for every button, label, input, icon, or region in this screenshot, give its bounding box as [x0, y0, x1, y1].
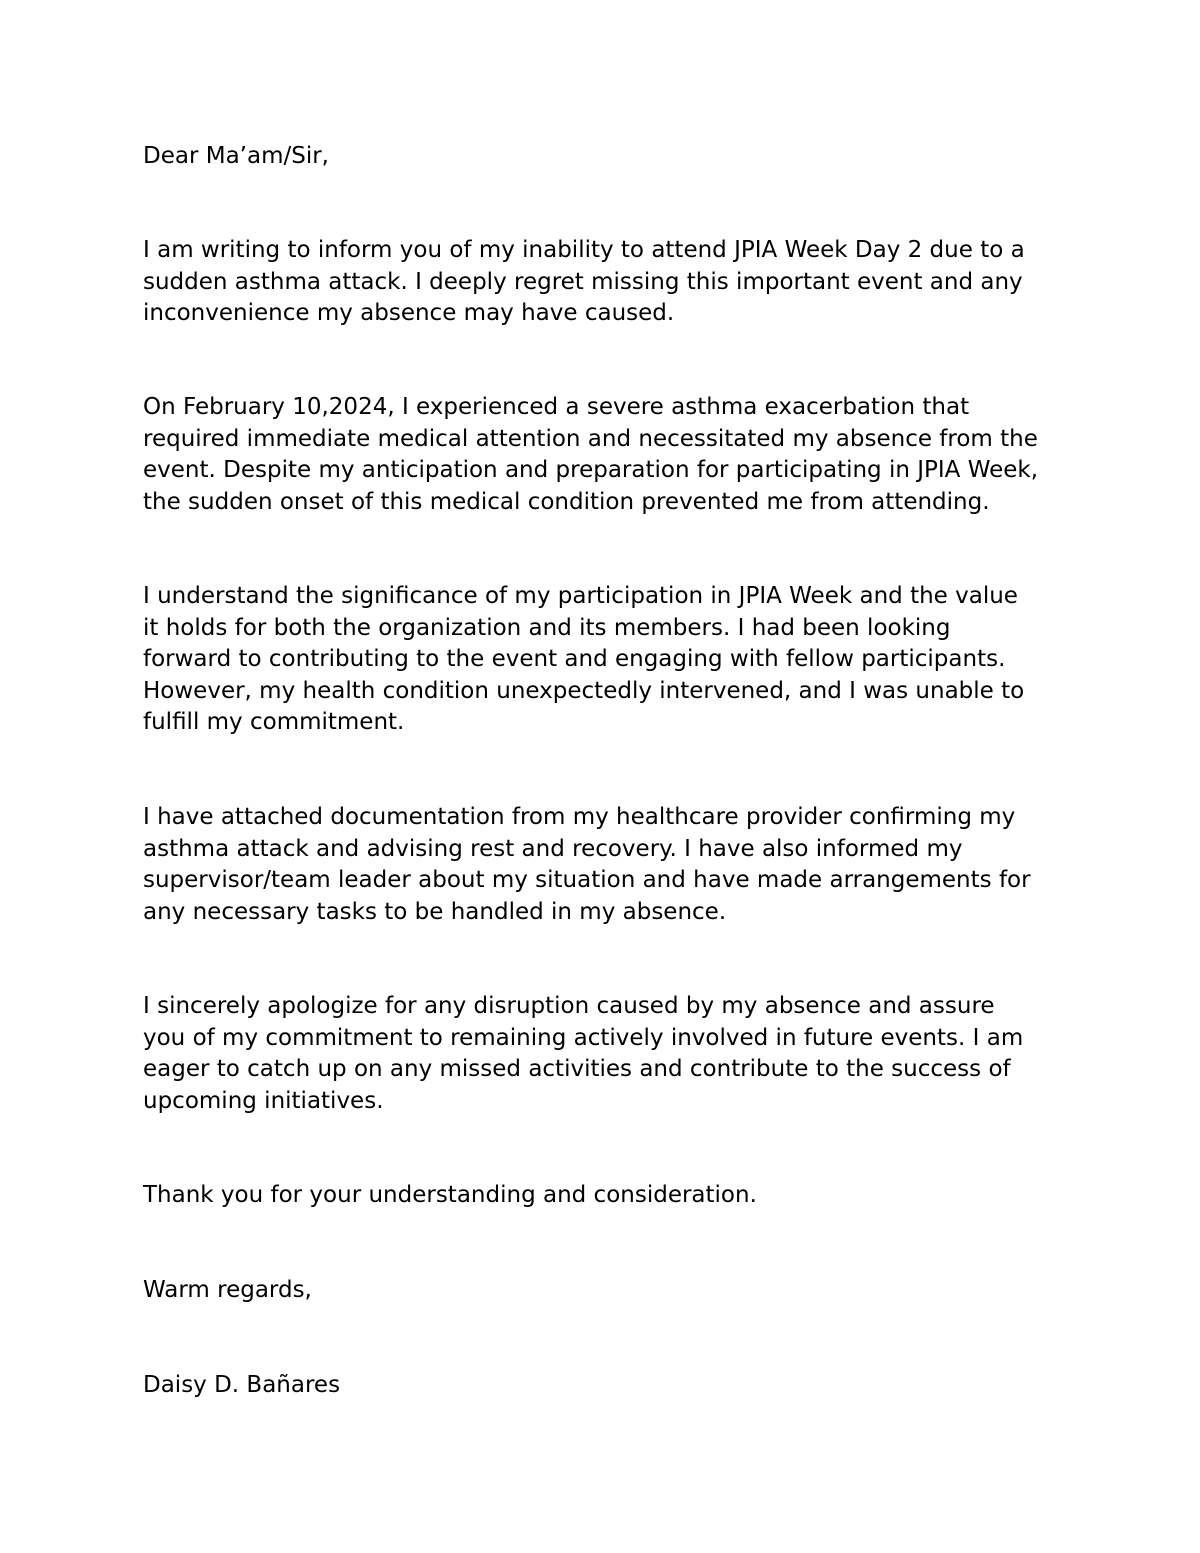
paragraph-line: I am writing to inform you of my inability to attend JPIA Week Day 2 due to a: [143, 237, 1025, 263]
paragraph-line: required immediate medical attention and necessitated my absence from the: [143, 425, 1038, 452]
paragraph-line: event. Despite my anticipation and preparation for participating in JPIA Week,: [143, 457, 1039, 483]
paragraph-line: I understand the significance of my participation in JPIA Week and the value: [143, 583, 1018, 609]
body-paragraph-5: [143, 991, 1078, 1117]
thanks-line: Thank you for your understanding and consideration.: [143, 1182, 757, 1208]
paragraph-line: you of my commitment to remaining actively involved in future events. I am: [143, 1024, 1024, 1051]
paragraph-line: inconvenience my absence may have caused.: [143, 300, 675, 326]
paragraph-line: I have attached documentation from my healthcare provider confirming my: [143, 804, 1016, 830]
paragraph-line: eager to catch up on any missed activities and contribute to the success of: [143, 1056, 1011, 1082]
paragraph-line: the sudden onset of this medical condition prevented me from attending.: [143, 488, 990, 515]
paragraph-line: On February 10,2024, I experienced a severe asthma exacerbation that: [143, 394, 970, 420]
closing-line: Warm regards,: [143, 1277, 312, 1303]
paragraph-line: any necessary tasks to be handled in my absence.: [143, 898, 727, 925]
body-paragraph-3: [143, 581, 1078, 739]
paragraph-line: supervisor/team leader about my situation and have made arrangements for: [143, 867, 1031, 893]
body-paragraph-2: [143, 392, 1078, 518]
body-paragraph-1: [143, 235, 1078, 330]
paragraph-line: it holds for both the organization and its members. I had been looking: [143, 614, 951, 641]
signature-name: Daisy D. Bañares: [143, 1372, 341, 1398]
paragraph-line: However, my health condition unexpectedly intervened, and I was unable to: [143, 677, 1025, 704]
paragraph-line: upcoming initiatives.: [143, 1087, 384, 1114]
body-paragraph-4: [143, 802, 1078, 928]
paragraph-line: asthma attack and advising rest and recovery. I have also informed my: [143, 835, 963, 862]
paragraph-line: fulfill my commitment.: [143, 709, 405, 735]
paragraph-line: forward to contributing to the event and engaging with fellow participants.: [143, 646, 1006, 672]
salutation: Dear Ma’am/Sir,: [143, 143, 329, 169]
paragraph-line: I sincerely apologize for any disruption caused by my absence and assure: [143, 993, 995, 1019]
paragraph-line: sudden asthma attack. I deeply regret missing this important event and any: [143, 268, 1023, 295]
